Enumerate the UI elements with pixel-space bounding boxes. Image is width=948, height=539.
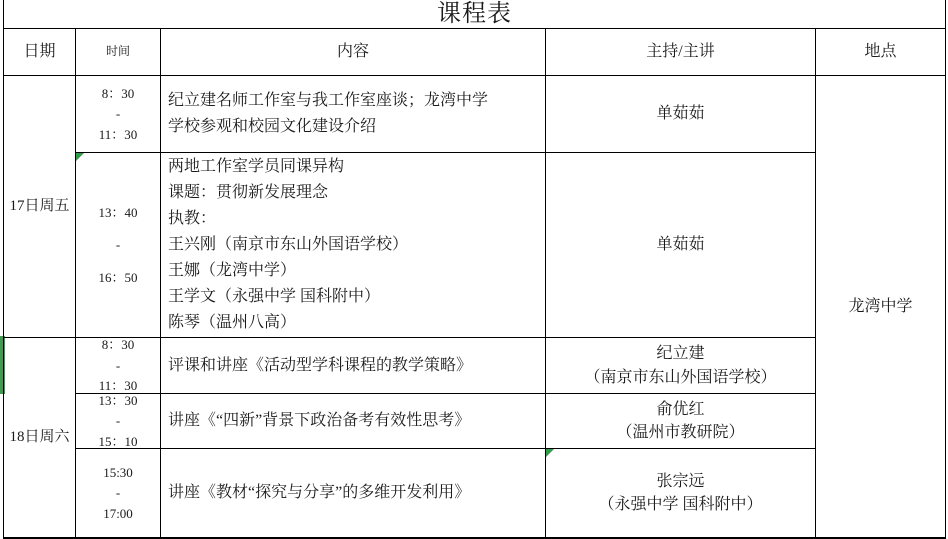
time-end: 11：30	[98, 126, 138, 142]
header-cell-host: 主持/主讲	[546, 29, 816, 76]
time-start: 13：40	[98, 204, 138, 220]
time-end: 15：10	[98, 433, 138, 449]
content-cell	[161, 338, 546, 394]
content-line: 执教：	[168, 210, 217, 228]
location-cell: 龙湾中学	[848, 297, 913, 315]
header-cell-location: 地点	[816, 29, 945, 76]
host-line: 单茹茹	[656, 105, 705, 123]
time-dash: -	[115, 485, 121, 501]
host-line: 张宗远	[656, 472, 705, 490]
host-cell	[546, 76, 816, 153]
host-cell	[546, 449, 816, 537]
content-line: 学校参观和校园文化建设介绍	[168, 118, 377, 135]
time-cell	[76, 394, 161, 449]
content-cell	[161, 449, 546, 537]
green-corner-marker-icon	[546, 449, 554, 457]
time-start: 15:30	[103, 464, 133, 480]
host-line: 纪立建	[656, 345, 705, 363]
host-cell	[546, 153, 816, 338]
host-cell	[546, 394, 816, 449]
header-cell-time: 时间	[76, 29, 161, 76]
host-line: （永强中学 国科附中）	[598, 496, 763, 513]
time-start: 13：30	[98, 394, 138, 408]
time-start: 8：30	[101, 85, 135, 101]
time-dash: -	[115, 237, 121, 253]
time-cell	[76, 449, 161, 537]
date-cell-fri: 17日周五	[4, 76, 76, 338]
content-cell	[161, 76, 546, 153]
header-cell-content: 内容	[161, 29, 546, 76]
time-start: 8：30	[101, 338, 135, 353]
host-cell	[546, 338, 816, 394]
header-cell-date: 日期	[4, 29, 76, 76]
content-line: 讲座《“四新”背景下政治备考有效性思考》	[168, 412, 471, 430]
content-line: 纪立建名师工作室与我工作室座谈；龙湾中学	[168, 92, 489, 110]
content-line: 两地工作室学员同课异构	[168, 158, 345, 176]
schedule-table	[4, 28, 945, 537]
time-dash: -	[115, 106, 121, 122]
content-line: 王娜（龙湾中学）	[168, 261, 297, 279]
time-cell	[76, 338, 161, 394]
green-corner-marker-icon	[76, 153, 84, 161]
content-line: 王兴刚（南京市东山外国语学校）	[168, 236, 409, 254]
content-cell	[161, 153, 546, 338]
time-end: 17:00	[103, 505, 133, 521]
host-line: 单茹茹	[656, 236, 705, 254]
content-line: 讲座《教材“探究与分享”的多维开发利用》	[168, 484, 471, 502]
content-line: 王学文（永强中学 国科附中）	[168, 287, 381, 305]
time-dash: -	[115, 357, 121, 373]
time-dash: -	[115, 413, 121, 429]
time-end: 16：50	[98, 269, 138, 285]
time-cell	[76, 153, 161, 338]
content-line: 课题：贯彻新发展理念	[168, 184, 329, 202]
time-cell	[76, 76, 161, 153]
content-cell	[161, 394, 546, 449]
page-title: 课程表	[437, 1, 512, 27]
host-line: （温州市教研院）	[616, 424, 745, 441]
time-end: 11：30	[98, 378, 138, 394]
schedule-sheet	[3, 0, 946, 539]
host-line: 俞优红	[656, 400, 705, 418]
host-line: （南京市东山外国语学校）	[584, 368, 777, 386]
content-line: 陈琴（温州八高）	[168, 313, 297, 331]
date-cell-sat: 18日周六	[4, 338, 76, 537]
content-line: 评课和讲座《活动型学科课程的教学策略》	[168, 356, 473, 374]
